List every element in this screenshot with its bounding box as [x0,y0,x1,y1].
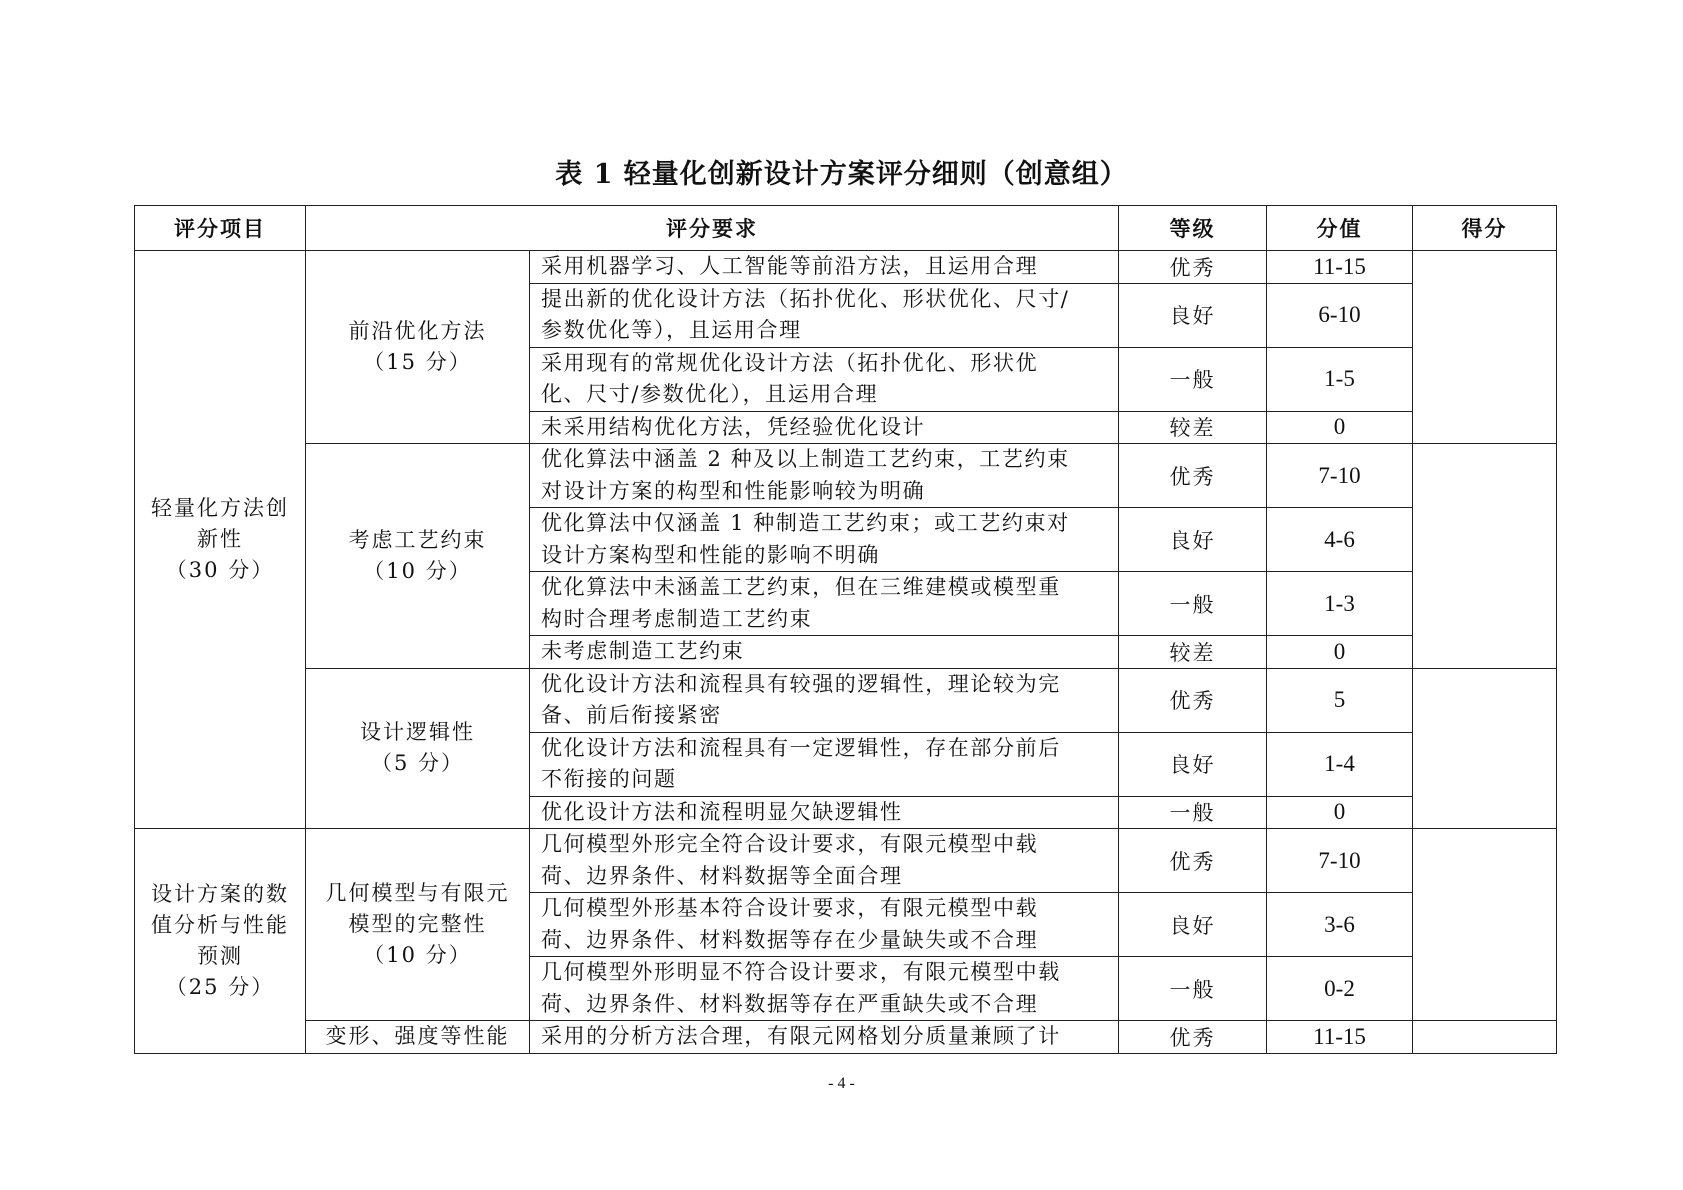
level-cell: 较差 [1119,636,1267,669]
scoring-table [134,205,1557,1054]
requirement-cell [530,893,1119,957]
text-line: 优化设计方法和流程具有较强的逻辑性，理论较为完 [541,671,1061,696]
text-line: （30 分） [165,558,275,582]
points-cell: 1-3 [1267,572,1413,636]
level-cell: 一般 [1119,796,1267,829]
requirement-cell [530,668,1119,732]
header-requirement: 评分要求 [306,206,1119,251]
text-line: 备、前后衔接紧密 [541,703,722,727]
text-line: 采用机器学习、人工智能等前沿方法，且运用合理 [541,254,1039,278]
points-cell: 0-2 [1267,957,1413,1021]
header-points: 分值 [1267,206,1413,251]
text-line: 提出新的优化设计方法（拓扑优化、形状优化、尺寸/ [541,286,1070,311]
table-header-row [135,206,1557,251]
text-line: （5 分） [370,751,465,776]
requirement-cell [530,957,1119,1021]
score-cell[interactable] [1413,444,1557,669]
level-cell: 优秀 [1119,829,1267,893]
text-line: 优化设计方法和流程明显欠缺逻辑性 [541,799,903,824]
level-cell: 一般 [1119,572,1267,636]
text-line: 优化设计方法和流程具有一定逻辑性，存在部分前后 [541,735,1061,760]
requirement-cell [530,251,1119,284]
text-line: 变形、强度等性能 [325,1024,510,1049]
points-cell: 4-6 [1267,508,1413,572]
points-cell: 7-10 [1267,829,1413,893]
text-line: 对设计方案的构型和性能影响较为明确 [541,478,926,503]
table-row [135,668,1557,732]
text-line: （10 分） [363,943,472,967]
text-line: 荷、边界条件、材料数据等全面合理 [541,863,903,888]
subcategory-cell [306,251,530,444]
requirement-cell [530,572,1119,636]
text-line: 化、尺寸/参数优化），且运用合理 [541,382,879,406]
text-line: 不衔接的问题 [541,767,677,791]
points-cell: 0 [1267,411,1413,444]
requirement-cell [530,1021,1119,1054]
text-line: 模型的完整性 [348,912,487,936]
text-line: 几何模型外形完全符合设计要求，有限元模型中载 [541,832,1039,856]
level-cell: 优秀 [1119,444,1267,508]
requirement-cell [530,829,1119,893]
requirement-cell [530,508,1119,572]
text-line: 几何模型与有限元 [325,881,510,905]
table-row [135,1021,1557,1054]
points-cell: 0 [1267,636,1413,669]
text-line: 采用的分析方法合理，有限元网格划分质量兼顾了计 [541,1024,1061,1048]
text-line: 几何模型外形明显不符合设计要求，有限元模型中载 [541,960,1061,984]
text-line: 设计方案构型和性能的影响不明确 [541,542,880,567]
text-line: 预测 [197,943,243,968]
requirement-cell [530,796,1119,829]
level-cell: 良好 [1119,508,1267,572]
subcategory-cell [306,1021,530,1054]
score-cell[interactable] [1413,1021,1557,1054]
text-line: （25 分） [165,974,275,999]
text-line: 考虑工艺约束 [348,527,487,552]
page-number: - 4 - [828,1075,855,1092]
points-cell: 11-15 [1267,1021,1413,1054]
text-line: （15 分） [363,350,472,374]
text-line: 值分析与性能 [151,912,289,937]
requirement-cell [530,411,1119,444]
requirement-cell [530,444,1119,508]
text-line: 构时合理考虑制造工艺约束 [541,606,813,631]
requirement-cell [530,636,1119,669]
level-cell: 一般 [1119,347,1267,411]
points-cell: 1-5 [1267,347,1413,411]
text-line: 设计方案的数 [151,881,289,906]
text-line: 参数优化等），且运用合理 [541,318,802,342]
page-title: 表 1 轻量化创新设计方案评分细则（创意组） [555,159,1128,190]
text-line: 几何模型外形基本符合设计要求，有限元模型中载 [541,896,1039,920]
points-cell: 0 [1267,796,1413,829]
level-cell: 较差 [1119,411,1267,444]
requirement-cell [530,347,1119,411]
table-row [135,829,1557,893]
text-line: 优化算法中涵盖 2 种及以上制造工艺约束，工艺约束 [541,447,1070,471]
level-cell: 优秀 [1119,668,1267,732]
subcategory-cell [306,444,530,669]
text-line: 优化算法中仅涵盖 1 种制造工艺约束；或工艺约束对 [541,511,1070,535]
header-item: 评分项目 [135,206,306,251]
requirement-cell [530,283,1119,347]
header-score: 得分 [1413,206,1557,251]
category-cell [135,251,306,829]
points-cell: 3-6 [1267,893,1413,957]
text-line: 荷、边界条件、材料数据等存在少量缺失或不合理 [541,927,1039,952]
requirement-cell [530,732,1119,796]
text-line: 荷、边界条件、材料数据等存在严重缺失或不合理 [541,991,1039,1016]
subcategory-cell [306,668,530,829]
level-cell: 一般 [1119,957,1267,1021]
score-cell[interactable] [1413,668,1557,829]
score-cell[interactable] [1413,829,1557,1021]
table-row [135,444,1557,508]
category-cell [135,829,306,1054]
level-cell: 优秀 [1119,1021,1267,1054]
text-line: 优化算法中未涵盖工艺约束，但在三维建模或模型重 [541,575,1061,599]
header-level: 等级 [1119,206,1267,251]
text-line: 前沿优化方法 [348,319,487,343]
text-line: （10 分） [363,558,472,583]
text-line: 设计逻辑性 [360,720,475,745]
text-line: 新性 [197,527,243,551]
level-cell: 优秀 [1119,251,1267,284]
table-row [135,251,1557,284]
level-cell: 良好 [1119,732,1267,796]
table-body [135,251,1557,1054]
points-cell: 1-4 [1267,732,1413,796]
level-cell: 良好 [1119,893,1267,957]
score-cell[interactable] [1413,251,1557,444]
text-line: 未考虑制造工艺约束 [541,639,745,663]
text-line: 未采用结构优化方法，凭经验优化设计 [541,414,926,439]
level-cell: 良好 [1119,283,1267,347]
text-line: 轻量化方法创 [151,496,289,520]
subcategory-cell [306,829,530,1021]
points-cell: 11-15 [1267,251,1413,284]
text-line: 采用现有的常规优化设计方法（拓扑优化、形状优 [541,350,1039,375]
points-cell: 5 [1267,668,1413,732]
points-cell: 7-10 [1267,444,1413,508]
points-cell: 6-10 [1267,283,1413,347]
